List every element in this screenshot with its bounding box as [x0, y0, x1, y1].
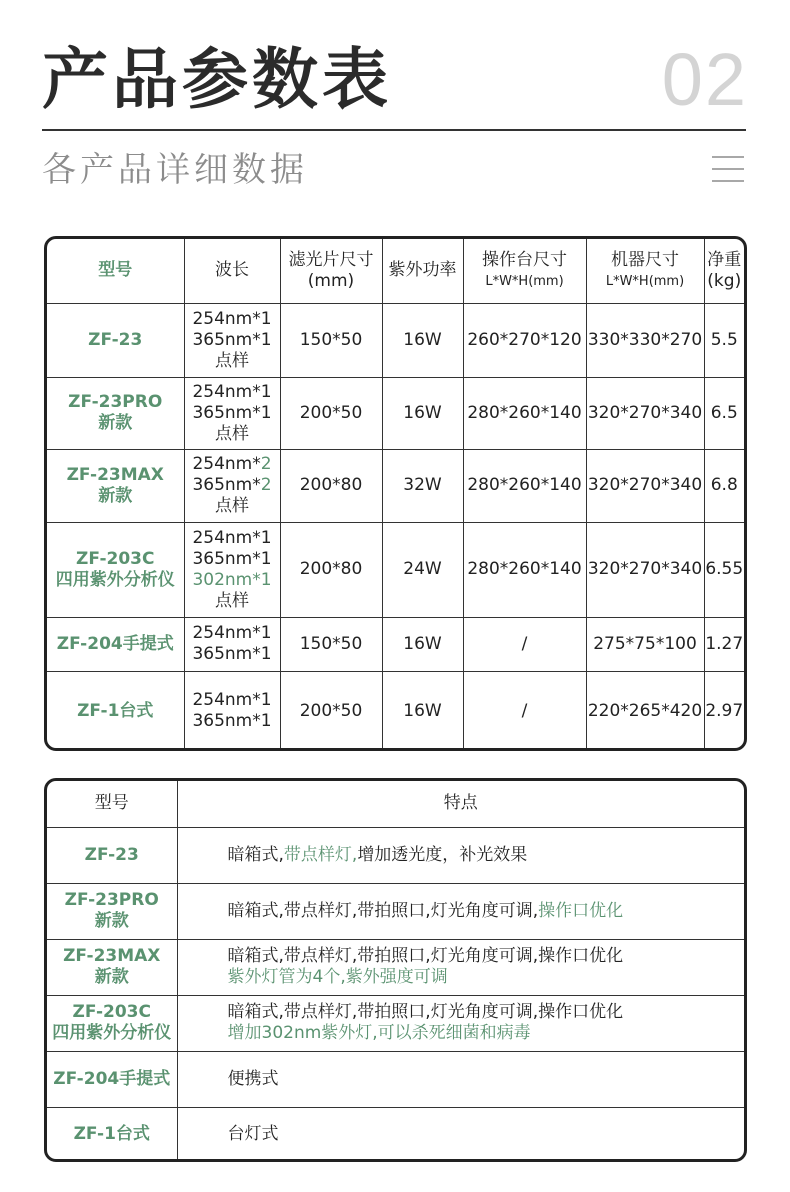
wavelength-cell [184, 617, 280, 671]
col-header-wavelength: 波长 [184, 239, 280, 303]
features-cell [177, 883, 744, 939]
machine-size-cell: 320*270*340 [586, 449, 704, 522]
features-cell [177, 939, 744, 995]
wavelength-text: 点样 [215, 590, 249, 611]
feature-line [228, 1069, 745, 1090]
stage-size-cell: / [463, 617, 586, 671]
machine-size-cell: 320*270*340 [586, 377, 704, 449]
col-header-stage-unit: L*W*H(mm) [485, 273, 564, 289]
model-name-line: ZF-23MAX [63, 946, 161, 966]
table-row [47, 1051, 744, 1107]
uv-power-cell: 16W [382, 617, 463, 671]
col-header-machine-label: 机器尺寸 [611, 249, 679, 270]
stage-size-cell: 280*260*140 [463, 449, 586, 522]
table-row [47, 827, 744, 883]
col-header-weight-label: 净重 [707, 249, 742, 270]
feature-highlight: 紫外灯管为4个,紫外强度可调 [227, 967, 448, 987]
model-cell [47, 1051, 177, 1107]
wavelength-text: 点样 [215, 350, 249, 371]
wavelength-line [185, 309, 280, 330]
table-row [47, 522, 744, 617]
col-header-weight [704, 239, 744, 303]
feature-highlight: 带点样灯, [283, 844, 358, 865]
model-name-line: 新款 [98, 413, 133, 433]
feature-line [228, 845, 745, 866]
feature-line [228, 967, 745, 988]
page-number: 02 [661, 38, 748, 121]
wavelength-text: 254nm*1 [192, 308, 272, 329]
table-row [47, 303, 744, 377]
col-header-filter-label: 滤光片尺寸 [288, 249, 374, 270]
col-header-machine-unit: L*W*H(mm) [605, 273, 685, 289]
weight-cell: 6.5 [704, 377, 744, 449]
feature-line [228, 1002, 745, 1023]
col-header-filter [280, 239, 382, 303]
feature-line [228, 1124, 745, 1145]
table-row [47, 449, 744, 522]
wavelength-line [185, 351, 280, 372]
filter-size-cell: 200*50 [280, 671, 382, 751]
feature-text: 便携式 [227, 1068, 279, 1089]
wavelength-text: 点样 [215, 423, 249, 444]
page-subtitle: 各产品详细数据 [42, 150, 308, 190]
feature-line [228, 946, 745, 967]
wavelength-text: 365nm*1 [192, 711, 272, 732]
wavelength-text: 点样 [215, 496, 249, 516]
wavelength-text: 254nm* [192, 454, 261, 474]
page-title: 产品参数表 [42, 41, 392, 118]
model-name-line: ZF-1台式 [77, 700, 154, 721]
col-header-uv-power: 紫外功率 [382, 239, 463, 303]
machine-size-cell: 275*75*100 [586, 617, 704, 671]
col-header-features: 特点 [177, 781, 744, 827]
col-header-model: 型号 [47, 239, 184, 303]
feature-line [228, 901, 745, 922]
model-name-line: ZF-23 [88, 329, 143, 350]
filter-size-cell: 200*50 [280, 377, 382, 449]
filter-size-cell: 150*50 [280, 303, 382, 377]
stage-size-cell: 260*270*120 [463, 303, 586, 377]
table-row [47, 617, 744, 671]
model-cell [47, 883, 177, 939]
model-cell [47, 617, 184, 671]
wavelength-line [185, 382, 280, 403]
weight-cell: 1.27 [704, 617, 744, 671]
model-name-line: ZF-23MAX [66, 464, 164, 485]
table-row [47, 939, 744, 995]
machine-size-cell: 330*330*270 [586, 303, 704, 377]
wavelength-cell [184, 377, 280, 449]
model-cell [47, 449, 184, 522]
feature-text: 暗箱式,带点样灯,带拍照口,灯光角度可调, [227, 900, 539, 921]
wavelength-text: 365nm*1 [192, 402, 272, 423]
feature-line [228, 1023, 745, 1044]
model-cell [47, 939, 177, 995]
wavelength-cell [184, 671, 280, 751]
stage-size-cell: 280*260*140 [463, 377, 586, 449]
wavelength-text: 254nm*1 [192, 527, 272, 548]
feature-table [47, 781, 744, 1162]
col-header-filter-unit: (mm) [307, 270, 355, 291]
spec-table-body [47, 303, 744, 751]
wavelength-line [185, 475, 280, 496]
model-cell [47, 377, 184, 449]
model-name-line: 新款 [98, 485, 133, 506]
wavelength-line [185, 623, 280, 644]
stage-size-cell: 280*260*140 [463, 522, 586, 617]
uv-power-cell: 16W [382, 377, 463, 449]
uv-power-cell: 32W [382, 449, 463, 522]
model-name-line: 新款 [94, 911, 129, 931]
model-name-line: ZF-203C [76, 548, 155, 569]
col-header-machine [586, 239, 704, 303]
wavelength-line [185, 549, 280, 570]
weight-cell: 6.55 [704, 522, 744, 617]
feature-text: 暗箱式, [227, 844, 284, 865]
feature-table-header [47, 781, 744, 827]
model-cell [47, 827, 177, 883]
wavelength-highlight: 2 [260, 454, 272, 474]
spec-table-header [47, 239, 744, 303]
wavelength-line [185, 330, 280, 351]
feature-table-panel [44, 778, 747, 1162]
uv-power-cell: 24W [382, 522, 463, 617]
features-cell [177, 1051, 744, 1107]
model-cell [47, 303, 184, 377]
weight-cell: 6.8 [704, 449, 744, 522]
menu-icon[interactable] [712, 156, 744, 182]
col-header-stage-label: 操作台尺寸 [482, 249, 567, 270]
model-name-line: ZF-23PRO [68, 392, 163, 412]
feature-highlight: 操作口优化 [538, 900, 624, 921]
wavelength-cell [184, 303, 280, 377]
model-cell [47, 995, 177, 1051]
wavelength-line [185, 454, 280, 475]
wavelength-line [185, 591, 280, 612]
col-header-stage [463, 239, 586, 303]
wavelength-text: 365nm*1 [192, 548, 272, 569]
table-row [47, 1107, 744, 1162]
uv-power-cell: 16W [382, 303, 463, 377]
wavelength-line [185, 644, 280, 665]
model-name-line: ZF-1台式 [73, 1124, 150, 1145]
stage-size-cell: / [463, 671, 586, 751]
wavelength-line [185, 570, 280, 591]
wavelength-line [185, 711, 280, 732]
feature-text: 增加透光度，补光效果 [357, 844, 528, 865]
wavelength-line [185, 690, 280, 711]
feature-highlight: 增加302nm紫外灯,可以杀死细菌和病毒 [227, 1023, 531, 1043]
model-name-line: ZF-23 [84, 844, 139, 865]
features-cell [177, 995, 744, 1051]
feature-text: 暗箱式,带点样灯,带拍照口,灯光角度可调,操作口优化 [227, 946, 624, 966]
col-header-model: 型号 [47, 781, 177, 827]
wavelength-line [185, 528, 280, 549]
table-row [47, 883, 744, 939]
wavelength-cell [184, 522, 280, 617]
wavelength-text: 254nm*1 [192, 381, 272, 402]
wavelength-line [185, 403, 280, 424]
filter-size-cell: 200*80 [280, 449, 382, 522]
wavelength-cell [184, 449, 280, 522]
model-name-line: ZF-204手提式 [56, 633, 174, 654]
machine-size-cell: 220*265*420 [586, 671, 704, 751]
model-cell [47, 1107, 177, 1162]
machine-size-cell: 320*270*340 [586, 522, 704, 617]
model-name-line: ZF-203C [72, 1002, 151, 1022]
wavelength-text: 254nm*1 [192, 623, 272, 643]
filter-size-cell: 150*50 [280, 617, 382, 671]
wavelength-text: 365nm*1 [192, 329, 272, 350]
model-name-line: 新款 [94, 967, 129, 987]
weight-cell: 5.5 [704, 303, 744, 377]
spec-table-panel [44, 236, 747, 751]
model-cell [47, 671, 184, 751]
model-name-line: 四用紫外分析仪 [52, 1023, 172, 1043]
weight-cell: 2.97 [704, 671, 744, 751]
uv-power-cell: 16W [382, 671, 463, 751]
feature-table-body [47, 827, 744, 1162]
wavelength-highlight: 302nm*1 [192, 569, 272, 590]
feature-text: 暗箱式,带点样灯,带拍照口,灯光角度可调,操作口优化 [227, 1002, 624, 1022]
wavelength-text: 254nm*1 [192, 690, 272, 711]
spec-table [47, 239, 744, 751]
table-row [47, 671, 744, 751]
col-header-weight-unit: (kg) [707, 270, 742, 291]
filter-size-cell: 200*80 [280, 522, 382, 617]
title-divider [42, 129, 746, 131]
feature-text: 台灯式 [227, 1124, 279, 1145]
wavelength-line [185, 424, 280, 445]
model-cell [47, 522, 184, 617]
features-cell [177, 827, 744, 883]
features-cell [177, 1107, 744, 1162]
model-name-line: 四用紫外分析仪 [55, 569, 175, 590]
table-row [47, 995, 744, 1051]
wavelength-line [185, 496, 280, 517]
wavelength-text: 365nm*1 [192, 644, 272, 664]
model-name-line: ZF-204手提式 [53, 1068, 171, 1089]
model-name-line: ZF-23PRO [64, 890, 159, 910]
table-row [47, 377, 744, 449]
wavelength-highlight: 2 [260, 475, 272, 495]
wavelength-text: 365nm* [192, 475, 261, 495]
